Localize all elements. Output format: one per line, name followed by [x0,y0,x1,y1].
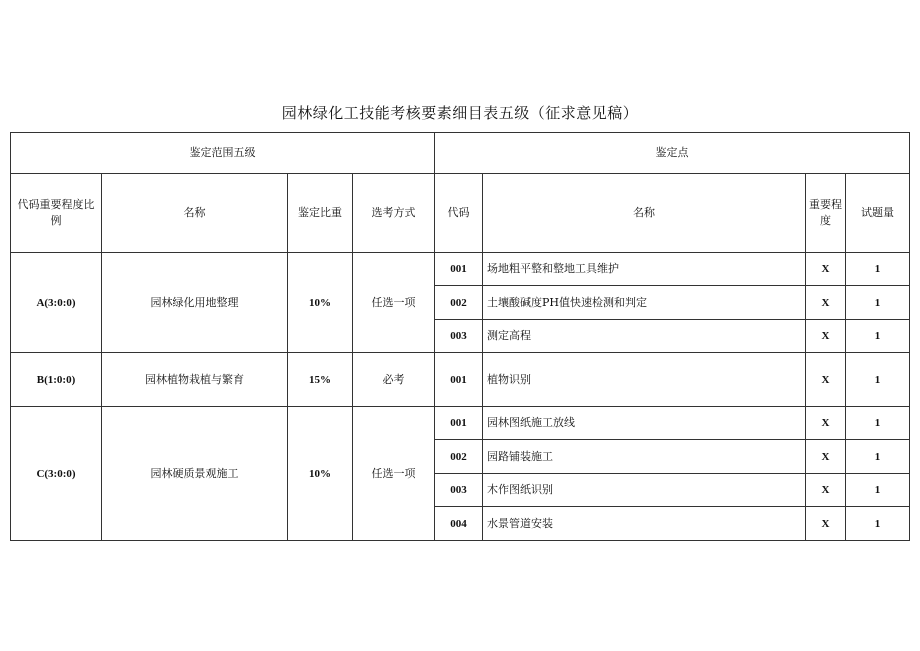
point-name: 水景管道安装 [483,507,806,541]
header-group-row [11,133,910,174]
point-count: 1 [846,253,910,286]
section-weight: 10% [288,407,353,541]
table-row [11,253,910,286]
point-code: 002 [435,286,483,320]
col-header-importance: 重要程度 [806,174,846,253]
point-count: 1 [846,320,910,353]
col-header-weight: 鉴定比重 [288,174,353,253]
section-code: C(3:0:0) [11,407,102,541]
col-header-count: 试题量 [846,174,910,253]
table-row [11,353,910,407]
col-header-name: 名称 [102,174,288,253]
point-count: 1 [846,353,910,407]
section-name: 园林植物栽植与繁育 [102,353,288,407]
point-name: 植物识别 [483,353,806,407]
point-importance: X [806,253,846,286]
point-importance: X [806,286,846,320]
section-name: 园林绿化用地整理 [102,253,288,353]
point-name: 园路铺装施工 [483,440,806,474]
section-code: A(3:0:0) [11,253,102,353]
col-header-code: 代码 [435,174,483,253]
section-mode: 任选一项 [353,253,435,353]
point-importance: X [806,440,846,474]
point-name: 土壤酸碱度PH值快速检测和判定 [483,286,806,320]
point-count: 1 [846,286,910,320]
point-importance: X [806,320,846,353]
point-name: 园林图纸施工放线 [483,407,806,440]
point-code: 001 [435,253,483,286]
col-header-point-name: 名称 [483,174,806,253]
point-code: 004 [435,507,483,541]
point-code: 001 [435,407,483,440]
point-count: 1 [846,407,910,440]
section-mode: 必考 [353,353,435,407]
point-importance: X [806,353,846,407]
section-weight: 15% [288,353,353,407]
section-mode: 任选一项 [353,407,435,541]
point-name: 测定高程 [483,320,806,353]
point-name: 场地粗平整和整地工具维护 [483,253,806,286]
point-count: 1 [846,440,910,474]
header-column-row [11,174,910,253]
point-count: 1 [846,507,910,541]
section-weight: 10% [288,253,353,353]
point-count: 1 [846,474,910,507]
point-code: 002 [435,440,483,474]
range-group-header: 鉴定范围五级 [11,133,435,174]
document-title: 园林绿化工技能考核要素细目表五级（征求意见稿） [281,104,639,122]
section-code: B(1:0:0) [11,353,102,407]
table-row [11,407,910,440]
point-importance: X [806,474,846,507]
col-header-code-ratio: 代码重要程度比例 [11,174,102,253]
section-name: 园林硬质景观施工 [102,407,288,541]
point-importance: X [806,507,846,541]
point-importance: X [806,407,846,440]
assessment-table [10,132,910,541]
point-code: 001 [435,353,483,407]
point-name: 木作图纸识别 [483,474,806,507]
point-group-header: 鉴定点 [435,133,910,174]
point-code: 003 [435,320,483,353]
col-header-mode: 选考方式 [353,174,435,253]
point-code: 003 [435,474,483,507]
